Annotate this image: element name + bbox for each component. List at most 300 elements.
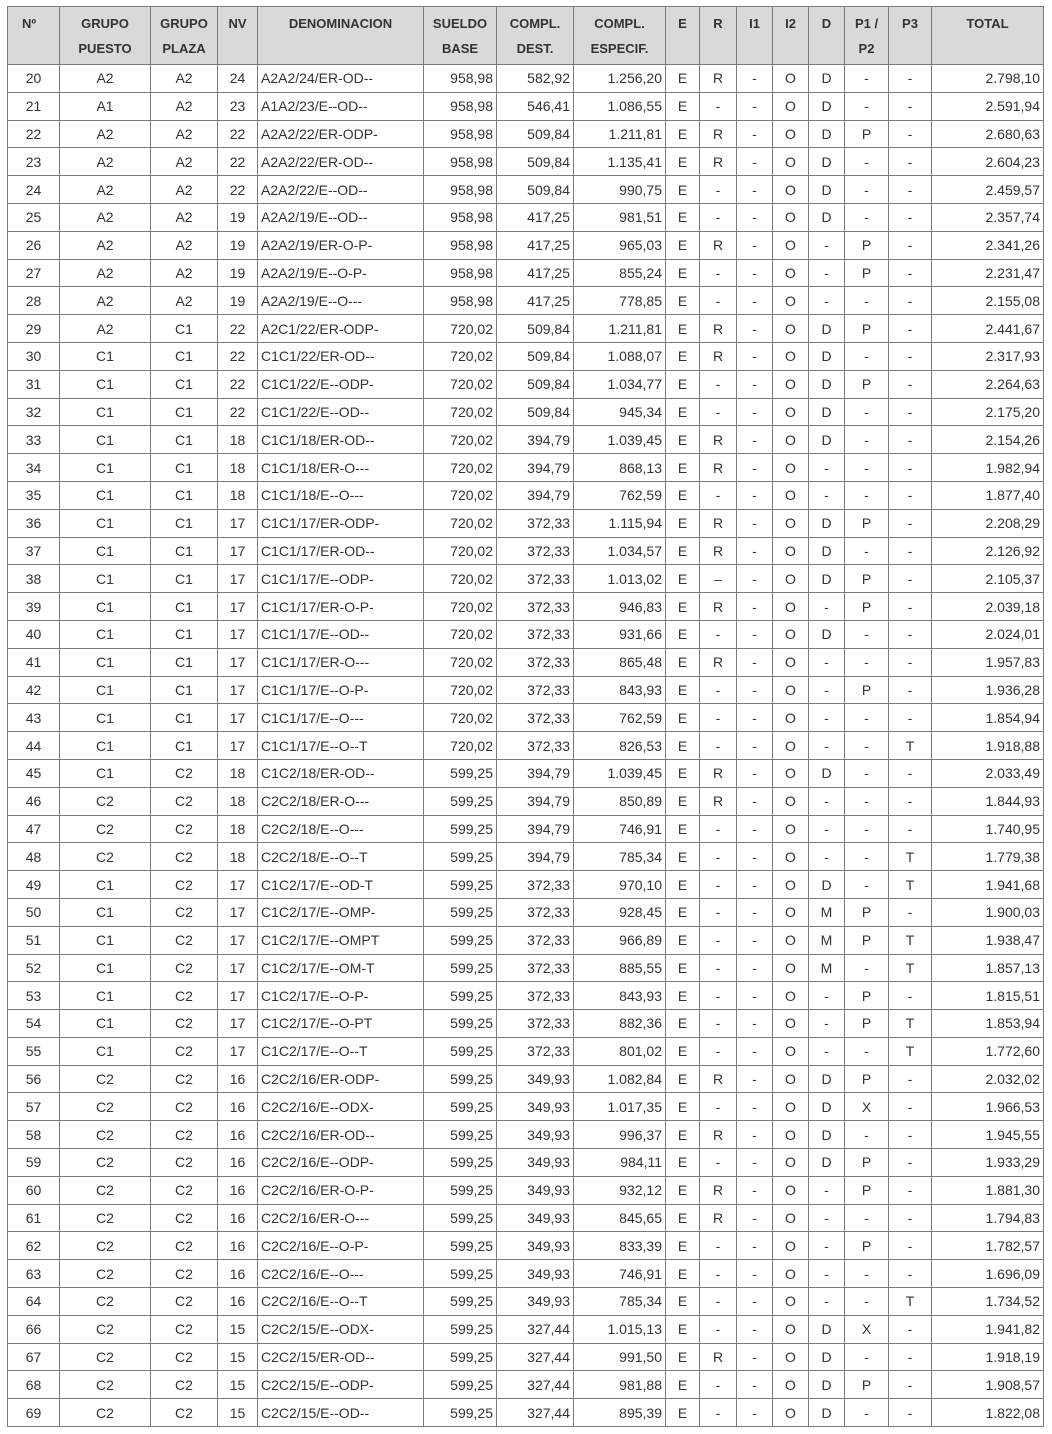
cell-compl-especif: 984,11 [574, 1149, 666, 1177]
cell-total: 2.604,23 [932, 148, 1044, 176]
cell-sueldo-base: 599,25 [424, 787, 497, 815]
cell-numero: 29 [8, 315, 60, 343]
cell-nv: 15 [218, 1371, 258, 1399]
cell-d: - [809, 732, 845, 760]
cell-r: - [700, 203, 737, 231]
cell-grupo-plaza: C1 [151, 620, 218, 648]
cell-p3: - [889, 92, 932, 120]
cell-compl-dest: 372,33 [497, 1010, 574, 1038]
cell-nv: 16 [218, 1288, 258, 1316]
cell-nv: 18 [218, 481, 258, 509]
header-compl-especif [574, 7, 666, 65]
cell-d: D [809, 176, 845, 204]
cell-sueldo-base: 599,25 [424, 926, 497, 954]
cell-grupo-puesto: C1 [60, 593, 151, 621]
cell-i1: - [737, 1315, 773, 1343]
cell-e: E [666, 787, 700, 815]
cell-grupo-puesto: C1 [60, 565, 151, 593]
cell-sueldo-base: 599,25 [424, 1288, 497, 1316]
cell-compl-especif: 1.086,55 [574, 92, 666, 120]
cell-total: 2.105,37 [932, 565, 1044, 593]
cell-grupo-plaza: C2 [151, 1037, 218, 1065]
cell-sueldo-base: 720,02 [424, 732, 497, 760]
cell-i2: O [773, 92, 809, 120]
cell-r: - [700, 92, 737, 120]
cell-i1: - [737, 426, 773, 454]
table-row [8, 732, 1044, 760]
cell-i2: O [773, 203, 809, 231]
cell-compl-especif: 843,93 [574, 982, 666, 1010]
cell-grupo-puesto: C2 [60, 1371, 151, 1399]
cell-i2: O [773, 342, 809, 370]
cell-r: - [700, 370, 737, 398]
table-row [8, 1093, 1044, 1121]
cell-denominacion: C1C1/17/ER-OD-- [258, 537, 424, 565]
cell-p3: - [889, 759, 932, 787]
cell-nv: 22 [218, 398, 258, 426]
cell-compl-especif: 966,89 [574, 926, 666, 954]
cell-nv: 15 [218, 1399, 258, 1427]
cell-d: - [809, 1232, 845, 1260]
cell-p1-p2: X [845, 1315, 889, 1343]
cell-grupo-puesto: C2 [60, 1065, 151, 1093]
cell-total: 1.734,52 [932, 1288, 1044, 1316]
cell-total: 1.844,93 [932, 787, 1044, 815]
cell-grupo-puesto: C2 [60, 1315, 151, 1343]
cell-r: R [700, 509, 737, 537]
cell-e: E [666, 565, 700, 593]
cell-i2: O [773, 1065, 809, 1093]
cell-i1: - [737, 1343, 773, 1371]
cell-compl-especif: 945,34 [574, 398, 666, 426]
cell-compl-especif: 1.039,45 [574, 426, 666, 454]
cell-i2: O [773, 176, 809, 204]
cell-p3: - [889, 898, 932, 926]
cell-grupo-puesto: A1 [60, 92, 151, 120]
cell-compl-dest: 349,93 [497, 1204, 574, 1232]
cell-grupo-puesto: C2 [60, 1343, 151, 1371]
cell-e: E [666, 620, 700, 648]
cell-total: 2.033,49 [932, 759, 1044, 787]
cell-sueldo-base: 720,02 [424, 565, 497, 593]
cell-total: 1.966,53 [932, 1093, 1044, 1121]
cell-total: 1.853,94 [932, 1010, 1044, 1038]
cell-p3: - [889, 565, 932, 593]
cell-r: - [700, 1315, 737, 1343]
cell-denominacion: C1C1/17/ER-O-P- [258, 593, 424, 621]
cell-d: - [809, 1288, 845, 1316]
cell-grupo-puesto: C1 [60, 537, 151, 565]
cell-denominacion: A2A2/19/ER-O-P- [258, 231, 424, 259]
table-row [8, 676, 1044, 704]
cell-i2: O [773, 732, 809, 760]
table-row [8, 648, 1044, 676]
cell-grupo-puesto: C1 [60, 954, 151, 982]
cell-i2: O [773, 1176, 809, 1204]
cell-compl-especif: 1.039,45 [574, 759, 666, 787]
cell-grupo-puesto: C2 [60, 1121, 151, 1149]
cell-grupo-puesto: C1 [60, 648, 151, 676]
table-row [8, 1232, 1044, 1260]
cell-grupo-plaza: C2 [151, 1176, 218, 1204]
cell-sueldo-base: 599,25 [424, 1343, 497, 1371]
cell-d: D [809, 148, 845, 176]
cell-nv: 16 [218, 1176, 258, 1204]
cell-d: - [809, 787, 845, 815]
cell-i2: O [773, 120, 809, 148]
cell-denominacion: C2C2/16/ER-O-P- [258, 1176, 424, 1204]
cell-e: E [666, 843, 700, 871]
cell-r: - [700, 898, 737, 926]
cell-i1: - [737, 1288, 773, 1316]
cell-i2: O [773, 1288, 809, 1316]
cell-numero: 67 [8, 1343, 60, 1371]
cell-compl-especif: 850,89 [574, 787, 666, 815]
cell-total: 2.175,20 [932, 398, 1044, 426]
cell-compl-dest: 417,25 [497, 287, 574, 315]
cell-i1: - [737, 481, 773, 509]
cell-numero: 60 [8, 1176, 60, 1204]
cell-grupo-plaza: C1 [151, 454, 218, 482]
cell-total: 1.908,57 [932, 1371, 1044, 1399]
cell-sueldo-base: 958,98 [424, 259, 497, 287]
table-row [8, 1260, 1044, 1288]
cell-e: E [666, 287, 700, 315]
cell-i1: - [737, 1260, 773, 1288]
cell-numero: 28 [8, 287, 60, 315]
cell-compl-dest: 372,33 [497, 898, 574, 926]
cell-i1: - [737, 509, 773, 537]
cell-compl-dest: 509,84 [497, 315, 574, 343]
cell-p1-p2: P [845, 898, 889, 926]
cell-grupo-puesto: A2 [60, 231, 151, 259]
table-row [8, 593, 1044, 621]
cell-total: 2.798,10 [932, 65, 1044, 93]
cell-grupo-puesto: C2 [60, 843, 151, 871]
cell-i2: O [773, 620, 809, 648]
cell-total: 2.039,18 [932, 593, 1044, 621]
cell-d: - [809, 1010, 845, 1038]
cell-compl-dest: 349,93 [497, 1288, 574, 1316]
cell-e: E [666, 982, 700, 1010]
cell-numero: 37 [8, 537, 60, 565]
cell-p1-p2: - [845, 759, 889, 787]
cell-total: 1.794,83 [932, 1204, 1044, 1232]
cell-sueldo-base: 599,25 [424, 1149, 497, 1177]
cell-e: E [666, 704, 700, 732]
cell-numero: 20 [8, 65, 60, 93]
cell-i2: O [773, 426, 809, 454]
cell-denominacion: C2C2/18/E--O--T [258, 843, 424, 871]
cell-r: - [700, 1288, 737, 1316]
cell-compl-especif: 970,10 [574, 871, 666, 899]
cell-nv: 16 [218, 1065, 258, 1093]
cell-p3: - [889, 1093, 932, 1121]
cell-i1: - [737, 732, 773, 760]
cell-grupo-plaza: C1 [151, 537, 218, 565]
cell-sueldo-base: 958,98 [424, 287, 497, 315]
cell-p1-p2: - [845, 1260, 889, 1288]
table-row [8, 815, 1044, 843]
cell-grupo-puesto: A2 [60, 259, 151, 287]
cell-p3: T [889, 871, 932, 899]
cell-i2: O [773, 1121, 809, 1149]
cell-numero: 62 [8, 1232, 60, 1260]
cell-sueldo-base: 720,02 [424, 454, 497, 482]
table-row [8, 259, 1044, 287]
cell-total: 1.945,55 [932, 1121, 1044, 1149]
table-row [8, 1399, 1044, 1427]
cell-grupo-puesto: C1 [60, 732, 151, 760]
cell-r: R [700, 1176, 737, 1204]
cell-d: - [809, 259, 845, 287]
cell-denominacion: C1C1/17/E--OD-- [258, 620, 424, 648]
cell-i1: - [737, 1232, 773, 1260]
cell-sueldo-base: 720,02 [424, 704, 497, 732]
cell-grupo-plaza: A2 [151, 176, 218, 204]
cell-i1: - [737, 176, 773, 204]
cell-numero: 51 [8, 926, 60, 954]
cell-p3: - [889, 481, 932, 509]
cell-e: E [666, 1288, 700, 1316]
cell-i2: O [773, 454, 809, 482]
header-row [8, 7, 1044, 65]
cell-compl-especif: 845,65 [574, 1204, 666, 1232]
cell-denominacion: C1C1/22/E--ODP- [258, 370, 424, 398]
cell-grupo-plaza: C2 [151, 898, 218, 926]
cell-e: E [666, 1204, 700, 1232]
cell-numero: 24 [8, 176, 60, 204]
cell-sueldo-base: 720,02 [424, 342, 497, 370]
header-p1-p2 [845, 7, 889, 65]
cell-p1-p2: - [845, 176, 889, 204]
cell-i2: O [773, 1343, 809, 1371]
cell-numero: 21 [8, 92, 60, 120]
cell-nv: 22 [218, 148, 258, 176]
cell-e: E [666, 898, 700, 926]
cell-sueldo-base: 599,25 [424, 982, 497, 1010]
cell-p1-p2: - [845, 342, 889, 370]
cell-nv: 15 [218, 1315, 258, 1343]
cell-numero: 50 [8, 898, 60, 926]
cell-nv: 18 [218, 454, 258, 482]
cell-grupo-plaza: C2 [151, 1399, 218, 1427]
cell-compl-dest: 417,25 [497, 203, 574, 231]
cell-d: - [809, 593, 845, 621]
cell-p3: T [889, 843, 932, 871]
cell-grupo-plaza: C1 [151, 732, 218, 760]
cell-nv: 17 [218, 537, 258, 565]
cell-compl-dest: 372,33 [497, 926, 574, 954]
cell-grupo-plaza: A2 [151, 148, 218, 176]
cell-i1: - [737, 315, 773, 343]
cell-grupo-plaza: C2 [151, 1204, 218, 1232]
cell-grupo-puesto: A2 [60, 148, 151, 176]
cell-d: D [809, 398, 845, 426]
cell-nv: 19 [218, 259, 258, 287]
cell-sueldo-base: 720,02 [424, 620, 497, 648]
cell-i1: - [737, 871, 773, 899]
table-row [8, 287, 1044, 315]
cell-nv: 17 [218, 898, 258, 926]
cell-sueldo-base: 958,98 [424, 176, 497, 204]
cell-e: E [666, 1121, 700, 1149]
cell-r: R [700, 1065, 737, 1093]
cell-denominacion: C1C2/17/E--O--T [258, 1037, 424, 1065]
cell-e: E [666, 92, 700, 120]
cell-i2: O [773, 1149, 809, 1177]
cell-e: E [666, 871, 700, 899]
cell-grupo-plaza: C2 [151, 1315, 218, 1343]
cell-total: 1.779,38 [932, 843, 1044, 871]
cell-total: 1.857,13 [932, 954, 1044, 982]
cell-p1-p2: - [845, 454, 889, 482]
table-row [8, 1343, 1044, 1371]
cell-numero: 53 [8, 982, 60, 1010]
cell-d: D [809, 1399, 845, 1427]
cell-grupo-plaza: C1 [151, 704, 218, 732]
cell-e: E [666, 1093, 700, 1121]
cell-p3: T [889, 954, 932, 982]
cell-grupo-plaza: A2 [151, 231, 218, 259]
cell-compl-dest: 372,33 [497, 1037, 574, 1065]
cell-d: M [809, 898, 845, 926]
cell-i1: - [737, 398, 773, 426]
cell-grupo-puesto: C1 [60, 398, 151, 426]
table-row [8, 954, 1044, 982]
cell-r: - [700, 620, 737, 648]
cell-p1-p2: - [845, 1288, 889, 1316]
cell-compl-especif: 801,02 [574, 1037, 666, 1065]
cell-total: 1.740,95 [932, 815, 1044, 843]
cell-i2: O [773, 398, 809, 426]
cell-i2: O [773, 759, 809, 787]
cell-numero: 27 [8, 259, 60, 287]
cell-d: - [809, 481, 845, 509]
cell-d: - [809, 843, 845, 871]
cell-compl-especif: 946,83 [574, 593, 666, 621]
cell-i1: - [737, 287, 773, 315]
cell-total: 2.126,92 [932, 537, 1044, 565]
cell-total: 2.264,63 [932, 370, 1044, 398]
cell-i2: O [773, 509, 809, 537]
cell-compl-dest: 394,79 [497, 815, 574, 843]
cell-r: - [700, 398, 737, 426]
cell-compl-especif: 1.013,02 [574, 565, 666, 593]
cell-denominacion: C1C2/17/E--O-PT [258, 1010, 424, 1038]
table-row [8, 843, 1044, 871]
cell-numero: 66 [8, 1315, 60, 1343]
cell-d: D [809, 370, 845, 398]
cell-r: R [700, 342, 737, 370]
cell-sueldo-base: 599,25 [424, 1399, 497, 1427]
cell-compl-especif: 895,39 [574, 1399, 666, 1427]
cell-numero: 56 [8, 1065, 60, 1093]
cell-r: - [700, 1093, 737, 1121]
cell-sueldo-base: 720,02 [424, 537, 497, 565]
cell-i1: - [737, 982, 773, 1010]
cell-r: - [700, 815, 737, 843]
cell-p1-p2: P [845, 676, 889, 704]
cell-grupo-plaza: C1 [151, 509, 218, 537]
cell-nv: 22 [218, 120, 258, 148]
cell-p3: - [889, 120, 932, 148]
cell-compl-dest: 349,93 [497, 1065, 574, 1093]
cell-grupo-plaza: C2 [151, 1065, 218, 1093]
table-body [8, 65, 1044, 1427]
table-header [8, 7, 1044, 65]
cell-r: R [700, 120, 737, 148]
cell-compl-dest: 327,44 [497, 1343, 574, 1371]
cell-compl-dest: 394,79 [497, 787, 574, 815]
cell-sueldo-base: 599,25 [424, 1010, 497, 1038]
cell-compl-especif: 1.088,07 [574, 342, 666, 370]
cell-compl-dest: 417,25 [497, 231, 574, 259]
cell-p3: - [889, 704, 932, 732]
cell-numero: 38 [8, 565, 60, 593]
cell-i1: - [737, 787, 773, 815]
cell-p3: T [889, 732, 932, 760]
cell-numero: 23 [8, 148, 60, 176]
cell-r: - [700, 954, 737, 982]
header-p3 [889, 7, 932, 65]
cell-i1: - [737, 843, 773, 871]
cell-compl-especif: 865,48 [574, 648, 666, 676]
table-row [8, 1176, 1044, 1204]
table-row [8, 315, 1044, 343]
cell-i1: - [737, 1037, 773, 1065]
cell-i2: O [773, 1260, 809, 1288]
cell-i1: - [737, 954, 773, 982]
cell-sueldo-base: 599,25 [424, 898, 497, 926]
cell-i1: - [737, 231, 773, 259]
cell-nv: 16 [218, 1149, 258, 1177]
cell-i2: O [773, 926, 809, 954]
cell-grupo-puesto: A2 [60, 176, 151, 204]
cell-i2: O [773, 871, 809, 899]
cell-grupo-plaza: C1 [151, 676, 218, 704]
cell-e: E [666, 593, 700, 621]
cell-denominacion: C1C1/17/E--O-P- [258, 676, 424, 704]
cell-sueldo-base: 958,98 [424, 120, 497, 148]
table-row [8, 620, 1044, 648]
cell-p1-p2: - [845, 1343, 889, 1371]
cell-p3: - [889, 620, 932, 648]
cell-nv: 17 [218, 1010, 258, 1038]
cell-total: 1.941,68 [932, 871, 1044, 899]
cell-denominacion: C1C2/17/E--OMPT [258, 926, 424, 954]
cell-i2: O [773, 1037, 809, 1065]
cell-compl-especif: 1.211,81 [574, 120, 666, 148]
cell-d: - [809, 815, 845, 843]
cell-i1: - [737, 565, 773, 593]
cell-sueldo-base: 599,25 [424, 871, 497, 899]
cell-p3: - [889, 370, 932, 398]
cell-numero: 69 [8, 1399, 60, 1427]
table-row [8, 982, 1044, 1010]
cell-total: 2.459,57 [932, 176, 1044, 204]
cell-r: – [700, 565, 737, 593]
cell-e: E [666, 759, 700, 787]
cell-i1: - [737, 620, 773, 648]
cell-i2: O [773, 815, 809, 843]
cell-e: E [666, 1343, 700, 1371]
table-row [8, 1037, 1044, 1065]
cell-compl-dest: 372,33 [497, 565, 574, 593]
cell-e: E [666, 1315, 700, 1343]
cell-compl-especif: 981,51 [574, 203, 666, 231]
table-row [8, 537, 1044, 565]
